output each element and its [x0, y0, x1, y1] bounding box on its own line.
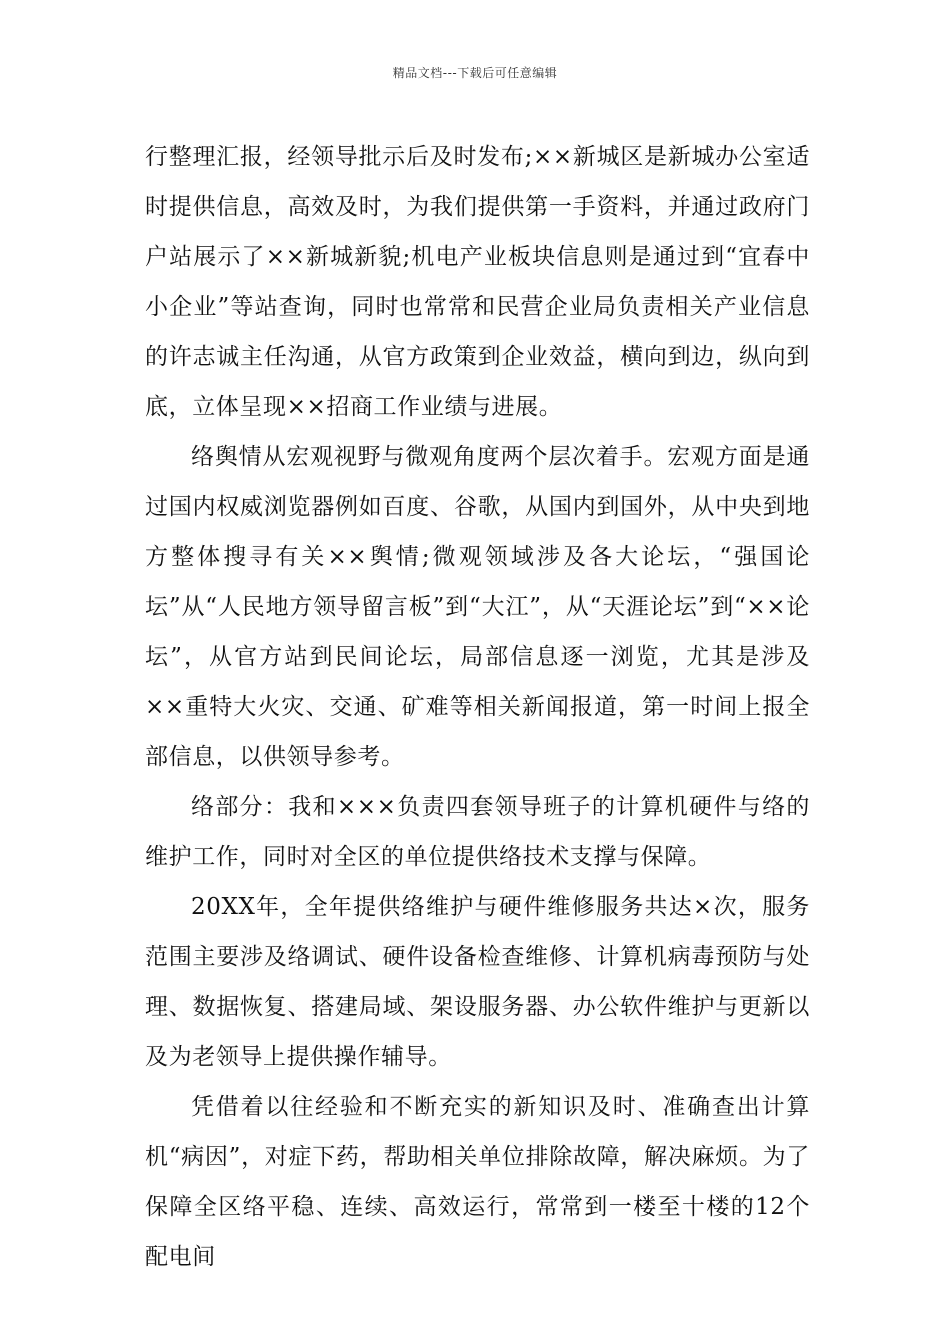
document-body [145, 132, 810, 1282]
paragraph-1: 行整理汇报，经领导批示后及时发布;××新城区是新城办公室适时提供信息，高效及时，为我们提供第一手资料，并通过政府门户站展示了××新城新貌;机电产业板块信息则是通过到“宜春中小企业”等站查询，同时也常常和民营企业局负责相关产业信息的许志诚主任沟通，从官方政策到企业效益，横向到边，纵向到底，立体呈现××招商工作业绩与进展。 [145, 144, 810, 420]
paragraph-4: 20XX年，全年提供络维护与硬件维修服务共达×次，服务范围主要涉及络调试、硬件设备检查维修、计算机病毒预防与处理、数据恢复、搭建局域、架设服务器、办公软件维护与更新以及为老领导上提供操作辅导。 [145, 894, 810, 1070]
paragraph-5: 凭借着以往经验和不断充实的新知识及时、准确查出计算机“病因”，对症下药，帮助相关单位排除故障，解决麻烦。为了保障全区络平稳、连续、高效运行，常常到一楼至十楼的12个配电间 [145, 1094, 810, 1270]
paragraph-3: 络部分：我和×××负责四套领导班子的计算机硬件与络的维护工作，同时对全区的单位提供络技术支撑与保障。 [145, 794, 810, 870]
page-header: 精品文档---下载后可任意编辑 [392, 66, 558, 80]
paragraph-2: 络舆情从宏观视野与微观角度两个层次着手。宏观方面是通过国内权威浏览器例如百度、谷歌，从国内到国外，从中央到地方整体搜寻有关××舆情;微观领域涉及各大论坛，“强国论坛”从“人民地方领导留言板”到“大江”，从“天涯论坛”到“××论坛”，从官方站到民间论坛，局部信息逐一浏览，尤其是涉及××重特大火灾、交通、矿难等相关新闻报道，第一时间上报全部信息，以供领导参考。 [145, 444, 810, 770]
